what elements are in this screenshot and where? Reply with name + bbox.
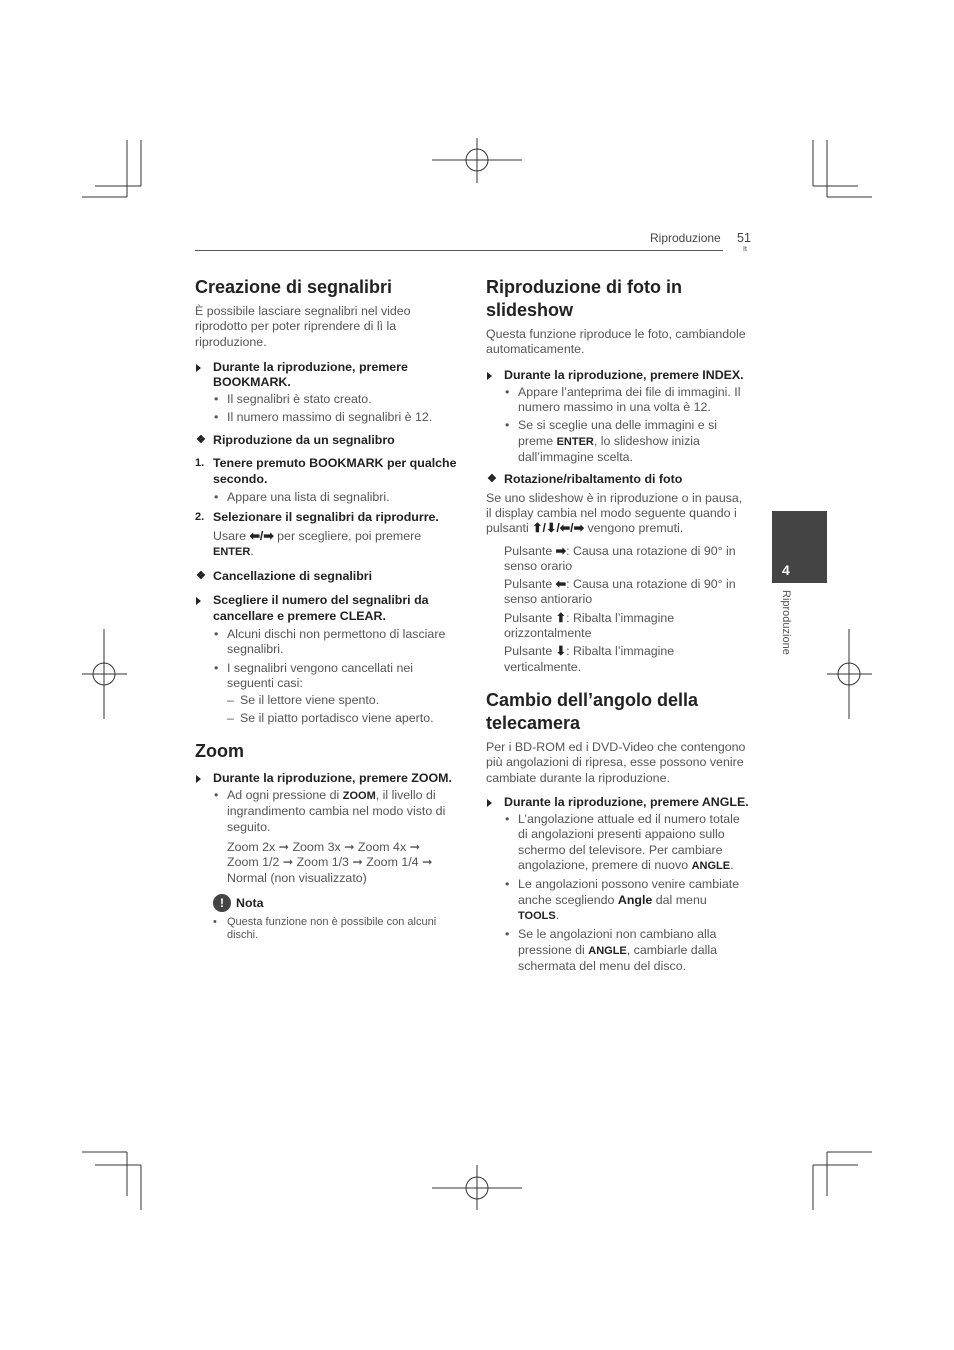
cancel-step: Scegliere il numero del segnalibri da cancellare e premere CLEAR. — [195, 593, 460, 624]
page-number: 51 — [737, 231, 751, 245]
list-item: • Ad ogni pressione di ZOOM, il livello di ingrandimento cambia nel modo visto di seguito. — [214, 788, 446, 834]
list-item: • Appare una lista di segnalibri. — [214, 489, 390, 504]
zoom-step: Durante la riproduzione, premere ZOOM. — [195, 771, 460, 786]
down-arrow-icon: ⬇ — [555, 644, 567, 659]
diamond-icon: ❖ — [487, 473, 497, 486]
zoom-sequence: Normal (non visualizzato) — [227, 870, 367, 885]
play-step-1: 1. Tenere premuto BOOKMARK per qualche secondo. — [195, 456, 457, 486]
bookmarks-heading: Creazione di segnalibri — [195, 277, 393, 297]
chapter-tab-label: Riproduzione — [780, 590, 792, 655]
angle-step: Durante la riproduzione, premere ANGLE. — [486, 795, 751, 810]
play-step-2-text: Usare ⬅/➡ per scegliere, poi premere ENTER. — [213, 528, 422, 558]
zoom-sequence: Zoom 1/2 ➞ Zoom 1/3 ➞ Zoom 1/4 ➞ — [227, 855, 433, 870]
list-item: – Se il piatto portadisco viene aperto. — [227, 710, 434, 725]
left-arrow-icon: ⬅ — [555, 577, 567, 592]
arrow-keys-icon: ⬆/⬇/⬅/➡ — [532, 521, 585, 536]
exclamation-icon: ! — [213, 894, 231, 912]
list-item: • Il numero massimo di segnalibri è 12. — [214, 409, 433, 424]
note-title: Nota — [236, 895, 264, 910]
list-item: • Il segnalibri è stato creato. — [214, 392, 372, 407]
angle-intro: Per i BD-ROM ed i DVD-Video che contengono più angolazioni di ripresa, esse possono venire cambiate durante la riproduzione. — [486, 739, 746, 785]
cancel-bookmark-subheading: ❖ Cancellazione di segnalibri — [196, 569, 373, 584]
slideshow-intro: Questa funzione riproduce le foto, cambiandole automaticamente. — [486, 327, 746, 357]
step-triangle-icon — [196, 775, 201, 783]
rotation-item: Pulsante ⬅: Causa una rotazione di 90° in senso antiorario — [504, 577, 736, 607]
note-header — [213, 894, 460, 912]
list-item: • Se si sceglie una delle immagini e si preme ENTER, lo slideshow inizia dall’immagine scelta. — [505, 418, 718, 465]
slideshow-step: Durante la riproduzione, premere INDEX. — [486, 368, 751, 383]
running-header-section: Riproduzione — [650, 231, 721, 245]
slideshow-heading: Riproduzione di foto in slideshow — [486, 277, 682, 320]
language-code: It — [743, 246, 747, 253]
diamond-icon: ❖ — [196, 570, 206, 583]
play-step-2: 2. Selezionare il segnalibri da riprodurre. — [195, 510, 439, 525]
up-arrow-icon: ⬆ — [555, 610, 567, 625]
left-column — [195, 276, 460, 943]
step-triangle-icon — [196, 364, 201, 372]
rotation-item: Pulsante ⬆: Ribalta l’immagine orizzontalmente — [504, 610, 675, 641]
rotation-subheading: ❖ Rotazione/ribaltamento di foto — [487, 472, 683, 487]
bookmark-step: Durante la riproduzione, premere BOOKMARK. — [195, 360, 460, 391]
header-rule — [195, 250, 723, 251]
list-item: – Se il lettore viene spento. — [227, 693, 380, 708]
bookmarks-intro: È possibile lasciare segnalibri nel video riprodotto per poter riprendere di lì la riproduzione. — [195, 304, 411, 349]
list-item: • Le angolazioni possono venire cambiate anche scegliendo Angle dal menu TOOLS. — [505, 877, 740, 922]
list-item: • Appare l’anteprima dei file di immagini. Il numero massimo in una volta è 12. — [505, 384, 741, 415]
right-arrow-icon: ➡ — [555, 543, 567, 558]
list-item: • L’angolazione attuale ed il numero totale di angolazioni presenti appaiono sullo schermo del televisore. Per cambiare angolazione, premere di nuovo ANGLE. — [505, 812, 740, 873]
list-item: • Alcuni dischi non permettono di lasciare segnalibri. — [214, 627, 446, 657]
left-right-arrow-icon: ⬅/➡ — [249, 528, 274, 543]
chapter-number: 4 — [782, 562, 790, 578]
list-item: • I segnalibri vengono cancellati nei seguenti casi: — [214, 660, 413, 690]
rotation-item: Pulsante ➡: Causa una rotazione di 90° in senso orario — [504, 543, 736, 573]
rotation-item: Pulsante ⬇: Ribalta l’immagine verticalmente. — [504, 644, 675, 674]
step-triangle-icon — [487, 799, 492, 807]
list-item: • Se le angolazioni non cambiano alla pressione di ANGLE, cambiarle dalla schermata del menu del disco. — [505, 927, 717, 973]
right-column — [486, 276, 751, 974]
zoom-sequence: Zoom 2x ➞ Zoom 3x ➞ Zoom 4x ➞ — [227, 840, 420, 855]
note-text: • Questa funzione non è possibile con alcuni dischi. — [213, 915, 437, 942]
rotation-intro: Se uno slideshow è in riproduzione o in pausa, il display cambia nel modo seguente quando i pulsanti ⬆/⬇/⬅/➡ vengono premuti. — [486, 490, 743, 536]
step-triangle-icon — [196, 597, 201, 605]
angle-heading: Cambio dell’angolo della telecamera — [486, 689, 699, 733]
step-triangle-icon — [487, 372, 492, 380]
zoom-heading: Zoom — [195, 740, 244, 761]
diamond-icon: ❖ — [196, 434, 206, 447]
play-bookmark-subheading: ❖ Riproduzione da un segnalibro — [196, 433, 395, 448]
chapter-tab — [772, 511, 827, 583]
